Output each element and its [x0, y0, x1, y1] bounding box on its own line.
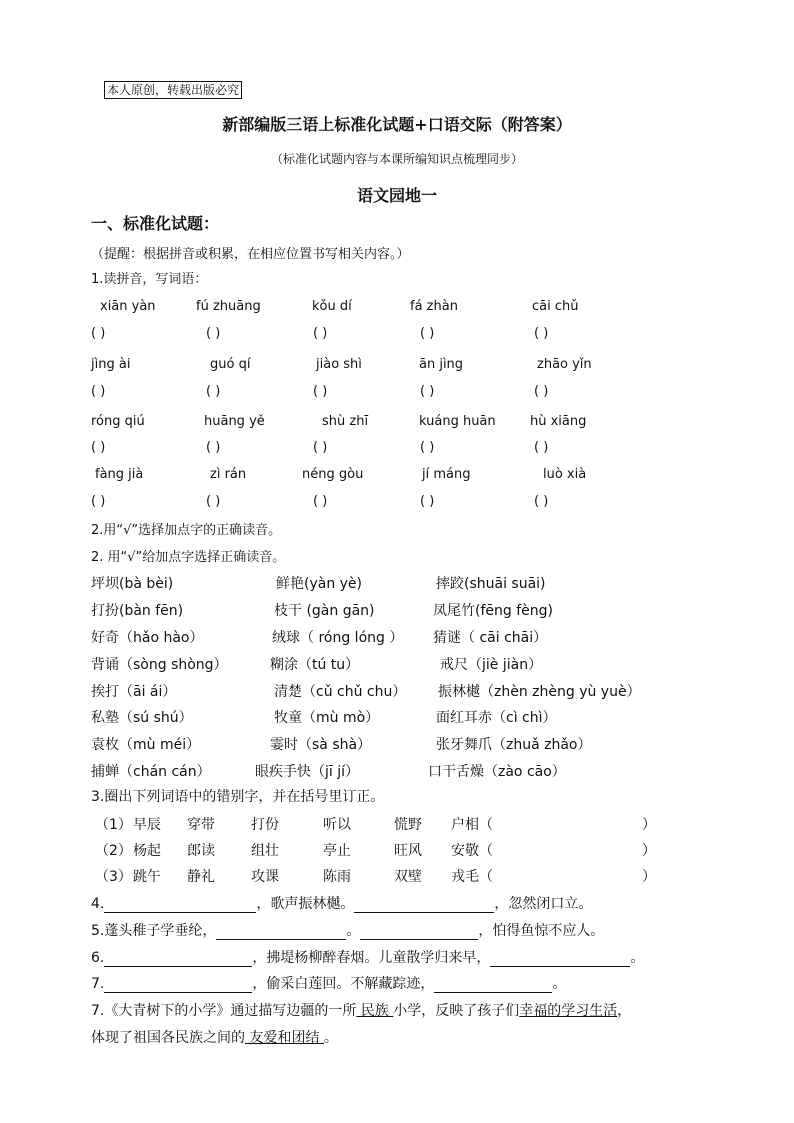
answer-blank[interactable]: ( ) — [313, 326, 328, 341]
reading-item[interactable]: 口干舌燥（zào cāo） — [428, 764, 566, 780]
q8-answer: 幸福的学习生活 — [519, 1003, 618, 1019]
q3-word[interactable]: 跳午 — [133, 869, 161, 885]
pinyin-cell: jìng ài — [91, 357, 131, 372]
q3-word[interactable]: 杨起 — [133, 843, 161, 859]
answer-blank[interactable]: ( ) — [206, 494, 221, 509]
q6-text: ，拂堤杨柳醉春烟。儿童散学归来早， — [252, 950, 491, 966]
q8-text: 。 — [323, 1030, 338, 1046]
section-title: 语文园地一 — [356, 186, 437, 205]
q3-word[interactable]: 旺风 — [394, 843, 422, 859]
pinyin-cell: kuáng huān — [419, 414, 496, 429]
fill-blank[interactable] — [104, 978, 252, 993]
fill-blank[interactable] — [216, 925, 346, 940]
q6-line — [91, 947, 644, 967]
q3-word[interactable]: 亭止 — [323, 843, 351, 859]
pinyin-cell: zhāo yǐn — [537, 357, 592, 372]
pinyin-cell: ān jìng — [419, 357, 464, 372]
q8-answer: 民族 — [356, 1003, 394, 1019]
pinyin-cell: fú zhuāng — [196, 299, 261, 314]
q4-line — [91, 893, 592, 913]
q3-word[interactable]: 户相（ — [451, 817, 493, 833]
q7-prefix: 7. — [91, 976, 105, 992]
q7-text: ，偷采白莲回。不解藏踪迹， — [252, 976, 435, 992]
answer-blank[interactable]: ( ) — [420, 494, 435, 509]
reading-item[interactable]: 振林樾（zhèn zhèng yù yuè） — [438, 684, 641, 700]
q8-line-2 — [91, 1027, 338, 1047]
q7-text-2: 。 — [552, 976, 567, 992]
q3-close: ） — [642, 817, 656, 833]
answer-blank[interactable]: ( ) — [313, 384, 328, 399]
answer-blank[interactable]: ( ) — [206, 384, 221, 399]
answer-blank[interactable]: ( ) — [534, 326, 549, 341]
reading-item[interactable]: 捕蝉（chán cán） — [91, 764, 211, 780]
q3-title: 3.圈出下列词语中的错别字，并在括号里订正。 — [91, 789, 385, 805]
q5-text: 。 — [346, 923, 361, 939]
pinyin-cell: xiān yàn — [100, 299, 156, 314]
answer-blank[interactable]: ( ) — [91, 326, 106, 341]
pinyin-cell: jiào shì — [316, 357, 362, 372]
pinyin-cell: jí máng — [422, 467, 471, 482]
q3-close: ） — [642, 869, 656, 885]
pinyin-cell: zì rán — [210, 467, 247, 482]
q8-text: 小学，反映了孩子们 — [393, 1003, 520, 1019]
q4-text: ，歌声振林樾。 — [256, 896, 355, 912]
q1-title: 1.读拼音，写词语： — [91, 272, 208, 287]
reading-item[interactable]: 枝干 (gàn gān) — [274, 603, 375, 619]
pinyin-cell: néng gòu — [302, 467, 364, 482]
q3-word[interactable]: 攻课 — [251, 869, 279, 885]
q3-close: ） — [642, 843, 656, 859]
q3-row-number: （2） — [95, 843, 132, 859]
q3-word[interactable]: 静礼 — [187, 869, 215, 885]
q6-text-2: 。 — [630, 950, 645, 966]
q8-text: ， — [617, 1003, 632, 1019]
q3-word[interactable]: 安敬（ — [451, 843, 493, 859]
q2-title-alt: 2. 用“√”给加点字选择正确读音。 — [91, 550, 286, 565]
page-title: 新部编版三语上标准化试题+口语交际（附答案） — [222, 115, 572, 134]
pinyin-cell: hù xiāng — [530, 414, 587, 429]
reading-item[interactable]: 凤尾竹(fēng fèng) — [433, 603, 553, 619]
fill-blank[interactable] — [104, 898, 256, 913]
q3-word[interactable]: 郎读 — [187, 843, 215, 859]
fill-blank[interactable] — [360, 925, 478, 940]
reading-item[interactable]: 绒球（ róng lóng ） — [272, 630, 404, 646]
q3-word[interactable]: 戎毛（ — [451, 869, 493, 885]
reading-item[interactable]: 挨打（āi ái） — [91, 684, 177, 700]
answer-blank[interactable]: ( ) — [420, 326, 435, 341]
reading-item[interactable]: 霎时（sà shà） — [270, 737, 372, 753]
pinyin-cell: luò xià — [543, 467, 587, 482]
q3-word[interactable]: 双壁 — [394, 869, 422, 885]
answer-blank[interactable]: ( ) — [534, 384, 549, 399]
pinyin-cell: fàng jià — [95, 467, 144, 482]
fill-blank[interactable] — [434, 978, 552, 993]
q4-prefix: 4. — [91, 896, 105, 912]
reading-item[interactable]: 戒尺（jiè jiàn） — [440, 657, 543, 673]
q3-row-number: （1） — [95, 817, 132, 833]
reading-item[interactable]: 猜谜（ cāi chāi） — [433, 630, 548, 646]
reading-item[interactable]: 牧童（mù mò） — [274, 710, 380, 726]
reminder-text: （提醒：根据拼音或积累，在相应位置书写相关内容。） — [91, 247, 410, 262]
reading-item[interactable]: 糊涂（tú tu） — [270, 657, 360, 673]
q8-line-1 — [91, 1000, 631, 1020]
section-heading: 一、标准化试题： — [91, 214, 220, 233]
q3-word[interactable]: 听以 — [323, 817, 351, 833]
answer-blank[interactable]: ( ) — [420, 440, 435, 455]
q3-word[interactable]: 穿带 — [187, 817, 215, 833]
q6-prefix: 6. — [91, 950, 105, 966]
q3-word[interactable]: 打份 — [251, 817, 279, 833]
answer-blank[interactable]: ( ) — [206, 326, 221, 341]
q7-line — [91, 973, 566, 993]
reading-item[interactable]: 鲜艳(yàn yè) — [276, 576, 363, 592]
pinyin-cell: fá zhàn — [410, 299, 458, 314]
answer-blank[interactable]: ( ) — [534, 494, 549, 509]
q3-word[interactable]: 慌野 — [394, 817, 422, 833]
q3-word[interactable]: 陈雨 — [323, 869, 351, 885]
pinyin-cell: guó qí — [210, 357, 251, 372]
answer-blank[interactable]: ( ) — [206, 440, 221, 455]
q5-prefix: 5.蓬头稚子学垂纶， — [91, 923, 217, 939]
q3-row-number: （3） — [95, 869, 132, 885]
reading-item[interactable]: 好奇（hǎo hào） — [91, 630, 204, 646]
page-subtitle: （标准化试题内容与本课所编知识点梳理同步） — [270, 152, 523, 166]
answer-blank[interactable]: ( ) — [420, 384, 435, 399]
reading-item[interactable]: 私塾（sú shú） — [91, 710, 193, 726]
copyright-stamp: 本人原创，转载出版必究 — [104, 81, 242, 99]
answer-blank[interactable]: ( ) — [91, 494, 106, 509]
pinyin-cell: huāng yě — [204, 414, 265, 429]
answer-blank[interactable]: ( ) — [91, 384, 106, 399]
q3-word[interactable]: 组壮 — [251, 843, 279, 859]
q8-text: 体现了祖国各民族之间的 — [91, 1030, 245, 1046]
reading-item[interactable]: 眼疾手快（jī jí） — [255, 764, 360, 780]
fill-blank[interactable] — [104, 952, 252, 967]
reading-item[interactable]: 摔跤(shuāi suāi) — [436, 576, 546, 592]
reading-item[interactable]: 坪坝(bà bèi) — [91, 576, 174, 592]
fill-blank[interactable] — [490, 952, 630, 967]
answer-blank[interactable]: ( ) — [91, 440, 106, 455]
q4-text-2: ，忽然闭口立。 — [494, 896, 593, 912]
reading-item[interactable]: 打扮(bàn fēn) — [91, 603, 184, 619]
answer-blank[interactable]: ( ) — [313, 494, 328, 509]
reading-item[interactable]: 面红耳赤（cì chì） — [436, 710, 557, 726]
answer-blank[interactable]: ( ) — [534, 440, 549, 455]
q5-line — [91, 920, 604, 940]
pinyin-cell: cāi chǔ — [532, 299, 579, 314]
pinyin-cell: róng qiú — [91, 414, 145, 429]
q2-title: 2.用“√”选择加点字的正确读音。 — [91, 523, 282, 538]
answer-blank[interactable]: ( ) — [313, 440, 328, 455]
reading-item[interactable]: 张牙舞爪（zhuǎ zhǎo） — [436, 737, 592, 753]
pinyin-cell: kǒu dí — [312, 299, 352, 314]
q8-text: 7.《大青树下的小学》通过描写边疆的一所 — [91, 1003, 357, 1019]
reading-item[interactable]: 背诵（sòng shòng） — [91, 657, 228, 673]
reading-item[interactable]: 清楚（cǔ chǔ chu） — [274, 684, 407, 700]
fill-blank[interactable] — [354, 898, 494, 913]
q5-text-2: ，怕得鱼惊不应人。 — [478, 923, 605, 939]
reading-item[interactable]: 袁枚（mù méi） — [91, 737, 201, 753]
pinyin-cell: shù zhī — [322, 414, 369, 429]
q3-word[interactable]: 早辰 — [133, 817, 161, 833]
q8-answer: 友爱和团结 — [245, 1030, 324, 1046]
